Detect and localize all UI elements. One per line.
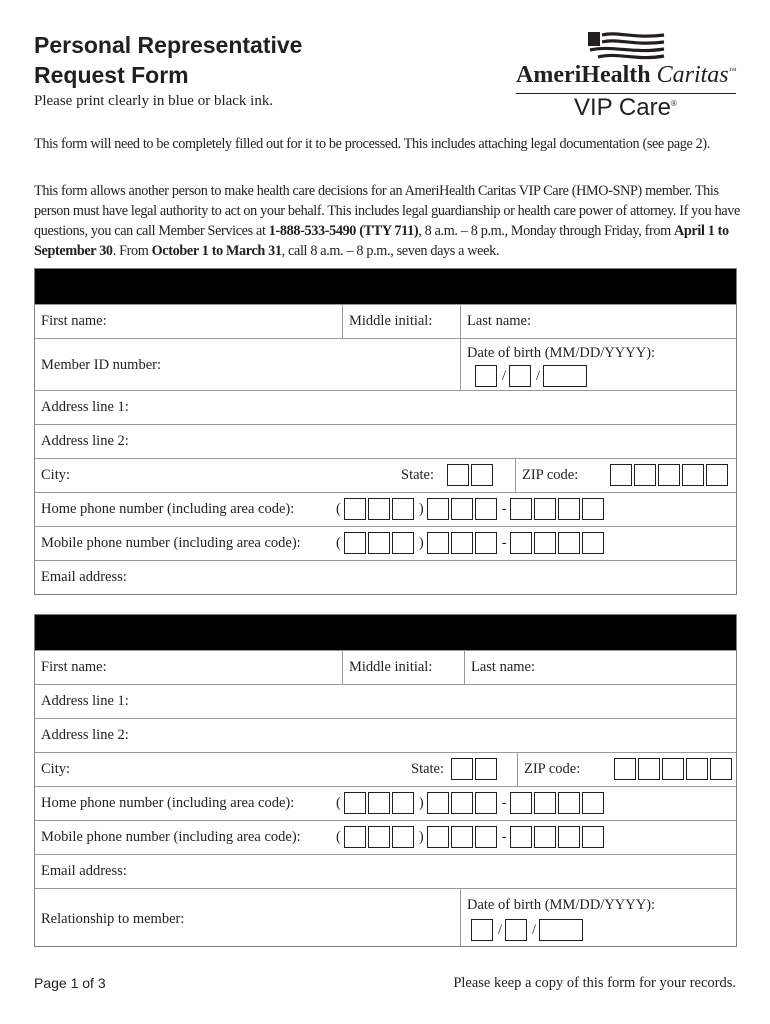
- dob-day-box[interactable]: [509, 365, 531, 387]
- intro-text: , 8 a.m. – 8 p.m., Monday through Friday, from: [418, 223, 674, 239]
- dob-day-box[interactable]: [505, 919, 527, 941]
- phone-box[interactable]: [534, 826, 556, 848]
- intro-paragraph-1: This form will need to be completely filled out for it to be processed. This includes attaching legal documentation (see page 2).: [34, 136, 710, 152]
- dob-boxes: [471, 919, 585, 941]
- phone-box[interactable]: [534, 792, 556, 814]
- zip-box[interactable]: [634, 464, 656, 486]
- relationship-row: [35, 888, 736, 946]
- middle-initial-label: Middle initial:: [349, 313, 433, 329]
- zip-box[interactable]: [686, 758, 708, 780]
- phone-box[interactable]: [534, 498, 556, 520]
- email-row[interactable]: [35, 854, 736, 888]
- state-boxes: [451, 758, 499, 780]
- open-paren: (: [336, 534, 341, 551]
- page-title: [34, 30, 302, 90]
- zip-box[interactable]: [682, 464, 704, 486]
- brand-italic: Caritas: [656, 62, 729, 88]
- zip-label: ZIP code:: [524, 761, 581, 777]
- state-box[interactable]: [471, 464, 493, 486]
- middle-initial-field[interactable]: [342, 651, 465, 684]
- zip-box[interactable]: [710, 758, 732, 780]
- first-name-field[interactable]: [35, 305, 342, 338]
- relationship-label: Relationship to member:: [41, 911, 185, 927]
- phone-box[interactable]: [475, 826, 497, 848]
- phone-box[interactable]: [368, 532, 390, 554]
- product-name: [574, 94, 677, 122]
- member-id-field[interactable]: [35, 339, 460, 390]
- intro-text: . From: [112, 243, 152, 259]
- phone-box[interactable]: [368, 792, 390, 814]
- name-row: [35, 304, 736, 338]
- dash: -: [501, 828, 507, 845]
- mobile-phone-boxes: [333, 532, 606, 554]
- phone-box[interactable]: [451, 498, 473, 520]
- phone-box[interactable]: [368, 498, 390, 520]
- email-label: Email address:: [41, 863, 127, 879]
- close-paren: ): [418, 500, 424, 517]
- phone-box[interactable]: [510, 498, 532, 520]
- state-label: State:: [411, 761, 445, 777]
- phone-box[interactable]: [510, 532, 532, 554]
- brand-name: [516, 62, 738, 89]
- company-logo: [516, 32, 738, 124]
- dob-field: [460, 339, 736, 390]
- phone-box[interactable]: [582, 498, 604, 520]
- address-2-row[interactable]: [35, 424, 736, 458]
- phone-box[interactable]: [534, 532, 556, 554]
- section-header-bar: [35, 269, 736, 304]
- address-2-row[interactable]: [35, 718, 736, 752]
- zip-box[interactable]: [610, 464, 632, 486]
- address-1-row[interactable]: [35, 390, 736, 424]
- last-name-label: Last name:: [467, 313, 532, 329]
- first-name-field[interactable]: [35, 651, 342, 684]
- phone-box[interactable]: [451, 826, 473, 848]
- zip-box[interactable]: [638, 758, 660, 780]
- mobile-phone-label: Mobile phone number (including area code):: [41, 535, 301, 551]
- middle-initial-field[interactable]: [342, 305, 461, 338]
- open-paren: (: [336, 828, 341, 845]
- title-line-2: Request Form: [34, 62, 189, 88]
- flag-logo-icon: [588, 32, 668, 64]
- dob-boxes: [475, 365, 589, 387]
- phone-box[interactable]: [582, 532, 604, 554]
- phone-box[interactable]: [368, 826, 390, 848]
- phone-box[interactable]: [344, 826, 366, 848]
- close-paren: ): [418, 794, 424, 811]
- slash: /: [502, 367, 507, 384]
- name-row: [35, 650, 736, 684]
- phone-number: 1-888-533-5490 (TTY 711): [268, 223, 419, 239]
- mobile-phone-boxes: [333, 826, 606, 848]
- member-section: [34, 268, 737, 595]
- phone-box[interactable]: [427, 792, 449, 814]
- brand-bold: AmeriHealth: [516, 62, 651, 88]
- page-number: Page 1 of 3: [34, 975, 106, 991]
- last-name-field[interactable]: [460, 305, 736, 338]
- address-1-row[interactable]: [35, 684, 736, 718]
- city-label: City:: [41, 761, 71, 777]
- dob-month-box[interactable]: [471, 919, 493, 941]
- dob-year-box[interactable]: [543, 365, 587, 387]
- city-label: City:: [41, 467, 71, 483]
- first-name-label: First name:: [41, 659, 107, 675]
- phone-box[interactable]: [451, 532, 473, 554]
- zip-field: [515, 459, 736, 492]
- city-field[interactable]: [35, 459, 395, 492]
- phone-box[interactable]: [344, 792, 366, 814]
- last-name-label: Last name:: [471, 659, 536, 675]
- phone-box[interactable]: [392, 792, 414, 814]
- title-line-1: Personal Representative: [34, 32, 303, 58]
- state-boxes: [447, 464, 495, 486]
- phone-box[interactable]: [427, 826, 449, 848]
- zip-label: ZIP code:: [522, 467, 579, 483]
- home-phone-boxes: [333, 498, 606, 520]
- state-field: [395, 459, 515, 492]
- dob-year-box[interactable]: [539, 919, 583, 941]
- state-box[interactable]: [451, 758, 473, 780]
- zip-boxes: [614, 758, 734, 780]
- phone-box[interactable]: [427, 498, 449, 520]
- phone-box[interactable]: [344, 498, 366, 520]
- email-row[interactable]: [35, 560, 736, 594]
- state-box[interactable]: [447, 464, 469, 486]
- zip-box[interactable]: [658, 464, 680, 486]
- home-phone-boxes: [333, 792, 606, 814]
- home-phone-label: Home phone number (including area code):: [41, 795, 295, 811]
- phone-box[interactable]: [344, 532, 366, 554]
- phone-box[interactable]: [558, 826, 580, 848]
- intro-text: This form allows another person to make health care decisions for an AmeriHealth Caritas VIP Care (HMO-SNP) member. This person must have legal authority to act on your behalf. This includes legal guardianship or health care power of attorney. If you have questions, you can call Member Services at: [34, 183, 740, 239]
- intro-paragraph-2: [34, 181, 744, 261]
- phone-box[interactable]: [582, 826, 604, 848]
- state-box[interactable]: [475, 758, 497, 780]
- representative-section: [34, 614, 737, 947]
- intro-text: , call 8 a.m. – 8 p.m., seven days a week.: [281, 243, 500, 259]
- phone-box[interactable]: [510, 792, 532, 814]
- address-2-label: Address line 2:: [41, 433, 129, 449]
- dash: -: [501, 500, 507, 517]
- phone-box[interactable]: [510, 826, 532, 848]
- registered-mark: ®: [670, 99, 677, 108]
- city-row: [35, 752, 736, 786]
- trademark: ™: [728, 66, 737, 75]
- phone-box[interactable]: [392, 826, 414, 848]
- phone-box[interactable]: [392, 532, 414, 554]
- email-label: Email address:: [41, 569, 127, 585]
- zip-field: [517, 753, 736, 786]
- period-1: April 1 to September 30: [34, 223, 729, 259]
- middle-initial-label: Middle initial:: [349, 659, 433, 675]
- phone-box[interactable]: [475, 498, 497, 520]
- section-header-bar: [35, 615, 736, 650]
- phone-box[interactable]: [558, 498, 580, 520]
- state-field: [405, 753, 517, 786]
- home-phone-row: [35, 786, 736, 820]
- subtitle: Please print clearly in blue or black ink.: [34, 93, 274, 109]
- member-id-row: [35, 338, 736, 390]
- zip-box[interactable]: [706, 464, 728, 486]
- city-row: [35, 458, 736, 492]
- slash: /: [532, 921, 537, 938]
- mobile-phone-label: Mobile phone number (including area code):: [41, 829, 301, 845]
- dob-field: [460, 889, 736, 946]
- product-label: VIP Care: [574, 94, 671, 121]
- city-field[interactable]: [35, 753, 405, 786]
- phone-box[interactable]: [582, 792, 604, 814]
- phone-box[interactable]: [427, 532, 449, 554]
- relationship-field[interactable]: [35, 889, 460, 946]
- open-paren: (: [336, 794, 341, 811]
- phone-box[interactable]: [475, 532, 497, 554]
- home-phone-row: [35, 492, 736, 526]
- dash: -: [501, 534, 507, 551]
- phone-box[interactable]: [558, 792, 580, 814]
- state-label: State:: [401, 467, 435, 483]
- zip-box[interactable]: [662, 758, 684, 780]
- member-id-label: Member ID number:: [41, 357, 161, 373]
- address-1-label: Address line 1:: [41, 693, 129, 709]
- footer-note: Please keep a copy of this form for your records.: [453, 975, 736, 991]
- open-paren: (: [336, 500, 341, 517]
- last-name-field[interactable]: [464, 651, 736, 684]
- home-phone-label: Home phone number (including area code):: [41, 501, 295, 517]
- dob-label: Date of birth (MM/DD/YYYY):: [467, 897, 656, 913]
- phone-box[interactable]: [475, 792, 497, 814]
- close-paren: ): [418, 534, 424, 551]
- mobile-phone-row: [35, 526, 736, 560]
- slash: /: [536, 367, 541, 384]
- zip-box[interactable]: [614, 758, 636, 780]
- dob-label: Date of birth (MM/DD/YYYY):: [467, 345, 656, 361]
- phone-box[interactable]: [392, 498, 414, 520]
- phone-box[interactable]: [451, 792, 473, 814]
- mobile-phone-row: [35, 820, 736, 854]
- phone-box[interactable]: [558, 532, 580, 554]
- slash: /: [498, 921, 503, 938]
- close-paren: ): [418, 828, 424, 845]
- dob-month-box[interactable]: [475, 365, 497, 387]
- zip-boxes: [610, 464, 730, 486]
- address-1-label: Address line 1:: [41, 399, 129, 415]
- first-name-label: First name:: [41, 313, 107, 329]
- address-2-label: Address line 2:: [41, 727, 129, 743]
- dash: -: [501, 794, 507, 811]
- period-2: October 1 to March 31: [151, 243, 282, 259]
